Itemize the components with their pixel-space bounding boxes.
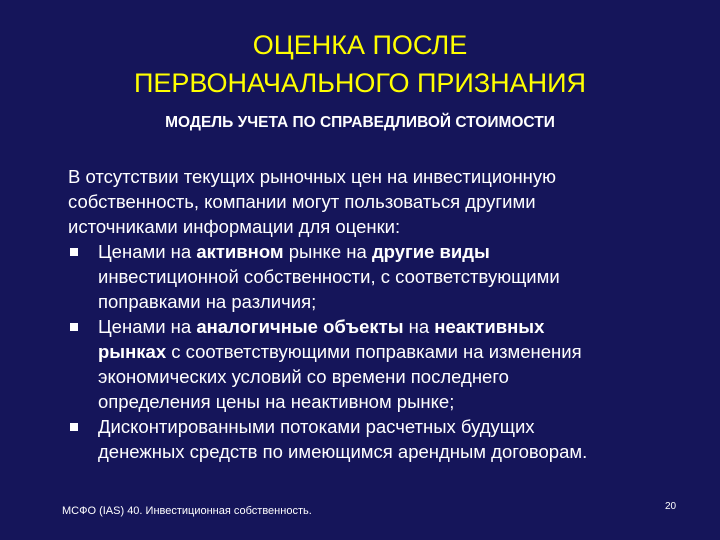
bullet-text: поправками на различия; (98, 291, 317, 312)
bullet-text: денежных средств по имеющимся арендным договорам. (98, 441, 588, 462)
intro-line: В отсутствии текущих рыночных цен на инвестиционную (68, 166, 557, 187)
bullet-text: экономических условий со времени последнего (98, 366, 509, 387)
intro-line: собственность, компании могут пользоваться другими (68, 191, 536, 212)
slide-footer: МСФО (IAS) 40. Инвестиционная собственность. (62, 505, 312, 517)
title-line-2: ПЕРВОНАЧАЛЬНОГО ПРИЗНАНИЯ (133, 68, 587, 98)
bullet-text: инвестиционной собственности, с соответствующими (98, 266, 560, 287)
bullet-text: Ценами на (98, 241, 197, 262)
bullet-emphasis: рынках (98, 341, 167, 362)
bullet-text: определения цены на неактивном рынке; (98, 391, 455, 412)
slide-title (40, 26, 680, 102)
bullet-text: Ценами на (98, 316, 197, 337)
bullet-emphasis: активном (196, 241, 284, 262)
bullet-emphasis: другие виды (371, 241, 490, 262)
bullet-emphasis: неактивных (434, 316, 545, 337)
bullet-item (68, 414, 668, 464)
bullet-text: на (403, 316, 435, 337)
bullet-emphasis: аналогичные объекты (196, 316, 404, 337)
page-number: 20 (665, 501, 677, 512)
slide-subtitle: МОДЕЛЬ УЧЕТА ПО СПРАВЕДЛИВОЙ СТОИМОСТИ (165, 114, 555, 131)
bullet-list (68, 239, 668, 464)
bullet-text: рынке на (283, 241, 372, 262)
square-bullet-icon (70, 323, 78, 331)
bullet-text: с соответствующими поправками на изменения (166, 341, 582, 362)
bullet-item (68, 314, 668, 414)
intro-paragraph (68, 164, 668, 239)
bullet-item (68, 239, 668, 314)
title-line-1: ОЦЕНКА ПОСЛЕ (252, 30, 468, 60)
intro-line: источниками информации для оценки: (68, 216, 401, 237)
square-bullet-icon (70, 423, 78, 431)
bullet-text: Дисконтированными потоками расчетных будущих (98, 416, 535, 437)
body-text (68, 164, 668, 464)
square-bullet-icon (70, 248, 78, 256)
